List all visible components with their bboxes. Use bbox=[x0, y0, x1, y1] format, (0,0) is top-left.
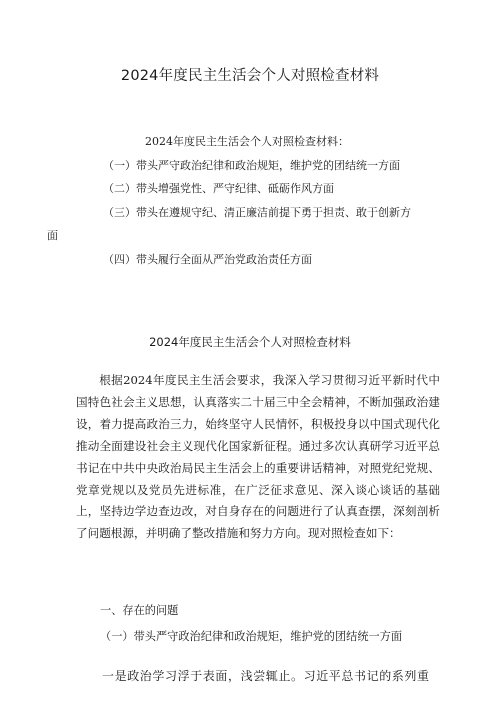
toc-item: （一）带头严守政治纪律和政治规矩，维护党的团结统一方面 bbox=[103, 158, 400, 172]
toc-item: （三）带头在遵规守纪、清正廉洁前提下勇于担责、敢于创新方 bbox=[103, 205, 411, 219]
section-heading: 一、存在的问题 bbox=[100, 604, 179, 617]
subsection-heading: （一）带头严守政治纪律和政治规矩，维护党的团结统一方面 bbox=[100, 630, 403, 643]
toc-item: （二）带头增强党性、严守纪律、砥砺作风方面 bbox=[103, 182, 334, 195]
body-line: 一是政治学习浮于表面，浅尝辄止。习近平总书记的系列重 bbox=[102, 669, 430, 683]
document-title: 2024年度民主生活会个人对照检查材料 bbox=[120, 68, 380, 84]
toc-block bbox=[47, 130, 435, 271]
toc-item: （四）带头履行全面从严治党政治责任方面 bbox=[103, 252, 312, 266]
toc-item-continuation: 面 bbox=[47, 229, 58, 242]
toc-heading: 2024年度民主生活会个人对照检查材料： bbox=[145, 135, 349, 148]
body-paragraph: 根据2024年度民主生活会要求，我深入学习贯彻习近平新时代中国特色社会主义思想，认真落实二十届三中全会精神，不断加强政治建设，着力提高政治三力，始终坚守人民情怀，积极投身以中国式现代化推动全面建设社会主义现代化国家新征程。通过多次认真研学习近平总书记在中共中央政治局民主生活会上的重要讲话精神，对照党纪党规、党章党规以及党员先进标准，在广泛征求意见、深入谈心谈话的基础上，坚持边学边查边改，对自身存在的问题进行了认真查摆，深刻剖析了问题根源，并明确了整改措施和努力方向。现对照检查如下： bbox=[76, 373, 440, 541]
section-title: 2024年度民主生活会个人对照检查材料 bbox=[149, 335, 351, 349]
